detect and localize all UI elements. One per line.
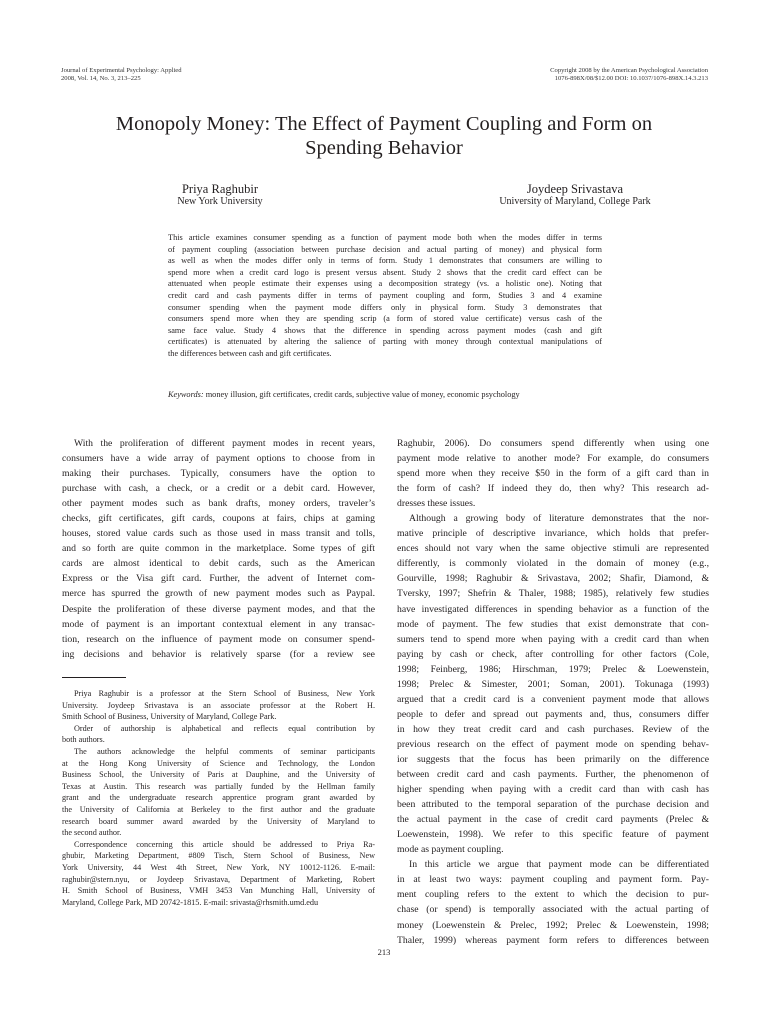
body-line: been attributed to the temporal separation of the purchase decision and — [397, 799, 709, 811]
body-line: dresses these issues. — [397, 498, 476, 510]
footnote-line: raghubir@stern.nyu, or Joydeep Srivastava, Department of Marketing, Robert — [62, 874, 375, 884]
title-line-2: Spending Behavior — [305, 137, 463, 159]
body-line: people to defer and spread out payments and, thus, consumers differ — [397, 708, 709, 720]
body-line: ences should not vary when the same objective stimuli are represented — [397, 543, 709, 555]
abstract — [168, 232, 602, 360]
abstract-line: certificates) is attenuated by altering the salience of parting with money through contextual manipulations of — [168, 337, 602, 347]
footnote-line: Priya Raghubir is a professor at the Stern School of Business, New York — [74, 689, 375, 698]
body-line: and so forth are quite common in the marketplace. Some types of gift — [62, 543, 375, 555]
footnote-line: research board summer award awarded by the University of Maryland to — [62, 816, 375, 826]
body-line: Thaler, 1999) whereas payment form refers to differences between — [397, 934, 709, 946]
body-line: Raghubir, 2006). Do consumers spend differently when using one — [397, 438, 709, 449]
footnote-line: ghubir, Marketing Department, #809 Tisch, Stern School of Business, New — [62, 851, 375, 861]
abstract-line: consumers spend more when they are spending scrip (a form of stored value certificate) versus cash of the — [168, 314, 602, 324]
body-line: ing decisions and behavior is relatively sparse (for a review see — [62, 648, 375, 660]
body-line: between credit card and cash payments. Further, the phenomenon of — [397, 769, 709, 781]
body-line: differently, is commonly violated in the domain of money (e.g., — [397, 558, 709, 570]
body-line: cards are almost identical to debit cards, such as the American — [62, 558, 375, 570]
body-line: chase (or spend) is temporally associated with the actual parting of — [397, 904, 709, 916]
body-line: paying by cash or check, after controlling for other factors (Cole, — [397, 648, 709, 660]
body-line: Despite the proliferation of these diverse payment modes, and that the — [62, 603, 375, 615]
copyright-notice — [550, 67, 708, 83]
article-title — [80, 112, 688, 160]
keywords-label: Keywords: — [168, 390, 204, 399]
journal-citation — [61, 67, 182, 83]
body-line: ior suggests that the focus has been primarily on the difference — [397, 753, 709, 765]
body-line: merce has spurred the growth of new payment modes such as Paypal. — [62, 588, 375, 600]
body-line: mode of payment. The few studies that exist demonstrate that con- — [397, 618, 709, 630]
footnote-divider — [62, 677, 126, 678]
body-column-right — [397, 436, 709, 948]
body-line: mative principle of descriptive invariance, which holds that prefer- — [397, 528, 709, 540]
footnote-line: Correspondence concerning this article should be addressed to Priya Ra- — [74, 839, 375, 849]
abstract-line: credit card and cash payments differ in terms of payment coupling and form, Studies 3 and 4 examine — [168, 290, 602, 300]
author-name: Priya Raghubir — [181, 182, 259, 196]
abstract-line: as well as when the modes differ only in terms of form. Study 1 demonstrates that consumers are willing to — [168, 256, 602, 266]
body-line: payment mode relative to another mode? For example, do consumers — [397, 453, 709, 465]
footnote-line: Business School, the University of Paris at Dauphine, and the University of — [62, 770, 375, 780]
footnote-line: H. Smith School of Business, VMH 3453 Van Munching Hall, University of — [62, 886, 375, 896]
body-line: making their purchases. Typically, consumers have the option to — [62, 468, 375, 480]
footnote-line: University. Joydeep Srivastava is an associate professor at the Robert H. — [62, 700, 375, 710]
footnote-line: both authors. — [62, 735, 105, 745]
keywords — [168, 389, 608, 400]
body-line: argued that a credit card is a convenient payment mode that allows — [397, 693, 709, 705]
abstract-line: This article examines consumer spending as a function of payment mode both when the modes differ in terms — [168, 233, 602, 242]
body-line: mode of payment is an important contextual element in any transac- — [62, 618, 375, 630]
footnote-line: Smith School of Business, University of Maryland, College Park. — [62, 712, 277, 722]
body-line: Express or the Visa gift card. Further, the advent of Internet com- — [62, 573, 375, 585]
body-line: spend more when they receive $50 in the form of a gift card than in — [397, 468, 709, 480]
body-line: 1998; Prelec & Simester, 2001; Soman, 2001). Tokunaga (1993) — [397, 678, 709, 690]
body-line: money (Loewenstein & Prelec, 1992; Prelec & Loewenstein, 1998; — [397, 919, 709, 931]
body-line: ment coupling refers to the extent to which the decision to pur- — [397, 889, 709, 901]
copyright-line: Copyright 2008 by the American Psychological Association — [550, 67, 708, 74]
abstract-line: spend more when a credit card logo is present versus absent. Study 2 shows that the credit card effect can be — [168, 267, 602, 277]
footnote-line: Maryland, College Park, MD 20742-1815. E-mail: srivasta@rhsmith.umd.edu — [62, 897, 319, 907]
body-line: Loewenstein, 1998). We refer to this specific feature of payment — [397, 829, 709, 841]
doi-line: 1076-898X/08/$12.00 DOI: 10.1037/1076-898X.14.3.213 — [554, 75, 708, 82]
body-line: in how they treat credit card and cash purchases. Review of the — [397, 723, 709, 735]
footnote-line: grant and the undergraduate research apprentice program grant awarded by — [62, 793, 375, 803]
abstract-line: the differences between cash and gift certificates. — [168, 348, 332, 358]
body-line: the form of cash? If indeed they do, then why? This research ad- — [397, 483, 709, 495]
body-column-left — [62, 436, 375, 662]
author-footnotes — [62, 688, 375, 908]
author-affiliation: New York University — [177, 196, 263, 207]
body-line: purchase with cash, a check, or a credit or a debit card. However, — [62, 483, 375, 495]
keywords-text: money illusion, gift certificates, credit cards, subjective value of money, economic psychology — [203, 390, 520, 399]
journal-volume: 2008, Vol. 14, No. 3, 213–225 — [61, 75, 141, 82]
abstract-line: consumer spending when the payment mode differs only in physical form. Study 3 demonstrates that — [168, 302, 602, 312]
body-line: With the proliferation of different payment modes in recent years, — [74, 438, 375, 449]
body-line: Tversky, 1997; Shefrin & Thaler, 1988; 1985), relatively few studies — [397, 588, 709, 600]
body-line: in at least two ways: payment coupling and payment form. Pay- — [397, 874, 709, 886]
abstract-line: of payment coupling (association between purchase decision and actual parting of money) and physical form — [168, 244, 602, 254]
footnote-line: the University of California at Berkeley to the first author and the graduate — [62, 804, 375, 814]
journal-name: Journal of Experimental Psychology: Applied — [61, 67, 182, 74]
body-line: sumers tend to spend more when paying with a credit card than when — [397, 633, 709, 645]
author-name: Joydeep Srivastava — [526, 182, 624, 196]
footnote-line: York University, 44 West 4th Street, New York, NY 10012-1126. E-mail: — [62, 862, 375, 872]
author-block-2 — [450, 182, 700, 208]
body-line: the actual payment in the case of credit card payments (Prelec & — [397, 814, 709, 826]
abstract-line: attenuated when people estimate their expenses using a decomposition strategy (vs. a holistic one). Noting that — [168, 279, 602, 289]
body-line: higher spending when paying with a credit card than with cash has — [397, 784, 709, 796]
author-block-1 — [150, 182, 290, 208]
body-line: mode as payment coupling. — [397, 844, 504, 856]
footnote-line: at the Hong Kong University of Science and Technology, the London — [62, 758, 375, 768]
body-line: other payment modes such as bank drafts, money orders, traveler’s — [62, 498, 375, 510]
footnote-line: Order of authorship is alphabetical and reflects equal contribution by — [74, 723, 375, 733]
body-line: 1998; Feinberg, 1986; Hirschman, 1979; Prelec & Loewenstein, — [397, 663, 709, 675]
body-line: checks, gift certificates, gift cards, coupons at fairs, chips at gaming — [62, 513, 375, 525]
body-line: previous research on the effect of payment mode on spending behav- — [397, 738, 709, 750]
body-line: Although a growing body of literature demonstrates that the nor- — [409, 513, 709, 525]
body-line: tion, research on the influence of payment mode on consumer spend- — [62, 633, 375, 645]
abstract-line: same face value. Study 4 shows that the difference in spending across payment modes (cash and gift — [168, 325, 602, 335]
body-line: houses, stored value cards such as those used in mass transit and tolls, — [62, 528, 375, 540]
footnote-line: The authors acknowledge the helpful comments of seminar participants — [74, 746, 375, 756]
body-line: consumers have a wide array of payment options to choose from in — [62, 453, 375, 465]
body-line: have investigated differences in spending behavior as a function of the — [397, 603, 709, 615]
title-line-1: Monopoly Money: The Effect of Payment Coupling and Form on — [115, 113, 653, 135]
footnote-line: Texas at Austin. This research was partially funded by the Hellman family — [62, 781, 375, 791]
page-number: 213 — [377, 947, 391, 957]
author-affiliation: University of Maryland, College Park — [499, 196, 651, 207]
footnote-line: the second author. — [62, 828, 122, 838]
body-line: Gourville, 1998; Raghubir & Srivastava, 2002; Shafir, Diamond, & — [397, 573, 709, 585]
body-line: In this article we argue that payment mode can be differentiated — [409, 859, 709, 871]
